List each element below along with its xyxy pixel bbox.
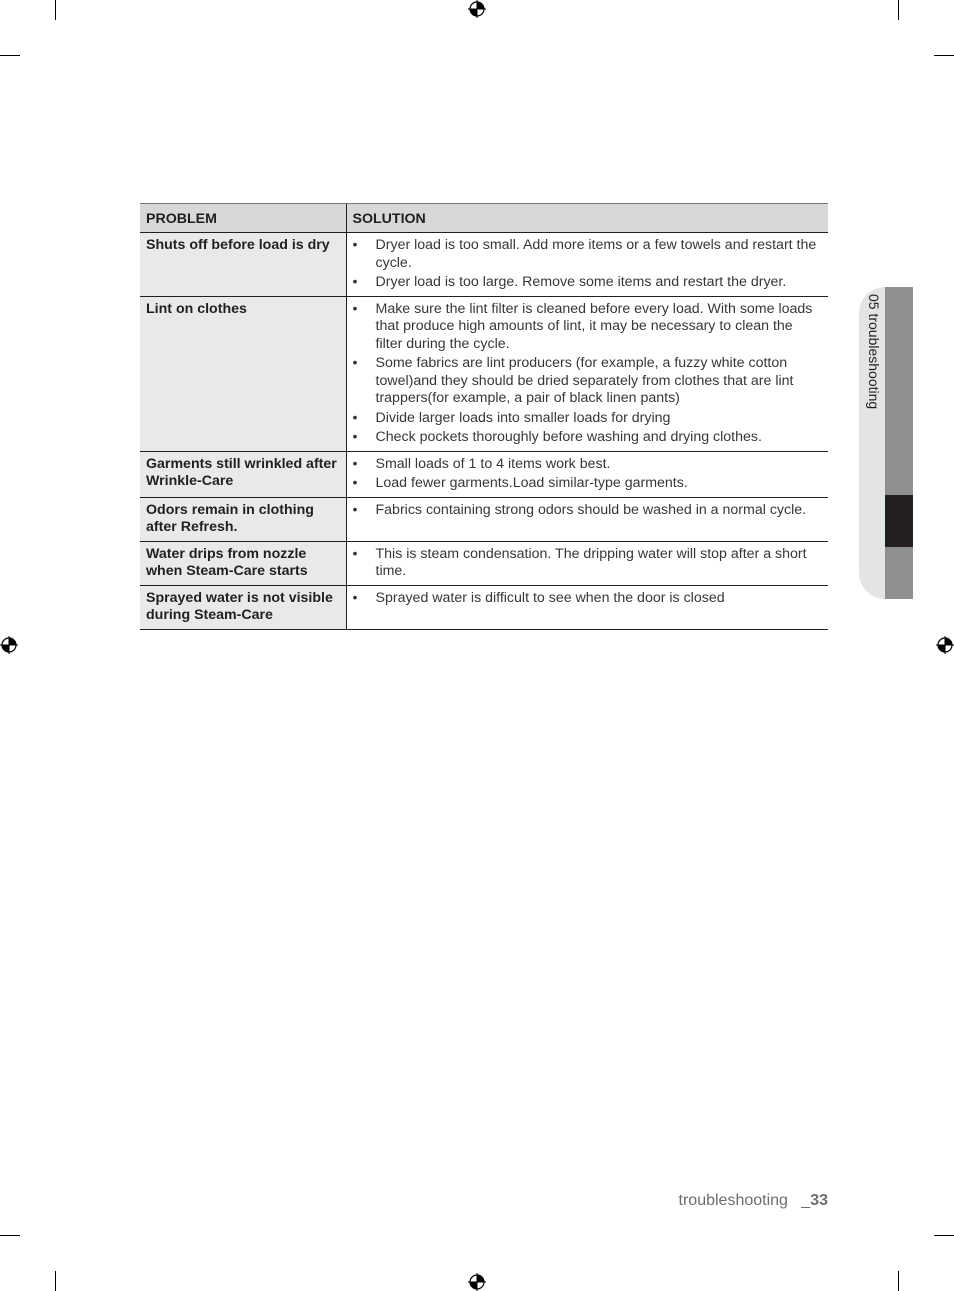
solution-text: Dryer load is too large. Remove some items and restart the dryer.: [375, 274, 787, 290]
solution-text: Divide larger loads into smaller loads for drying: [375, 409, 671, 426]
crop-mark: [55, 1271, 56, 1291]
table-row: [140, 233, 828, 297]
registration-mark-icon: [468, 1273, 486, 1291]
solution-cell: [346, 585, 828, 629]
chapter-tab-bar: [885, 547, 913, 599]
solution-item: [353, 546, 823, 581]
solution-item: [353, 429, 823, 447]
chapter-tab-active-marker: [885, 495, 913, 547]
solution-list: [353, 502, 823, 520]
solution-text: Sprayed water is difficult to see when the door is closed: [375, 589, 725, 606]
crop-mark: [55, 0, 56, 20]
problem-cell: Garments still wrinkled after Wrinkle-Care: [140, 451, 346, 497]
solution-cell: [346, 451, 828, 497]
solution-text: Small loads of 1 to 4 items work best.: [375, 455, 611, 472]
bullet-icon: •: [352, 355, 358, 371]
chapter-tab-bar: [885, 287, 913, 495]
problem-column-header: PROBLEM: [140, 204, 346, 233]
bullet-icon: •: [352, 409, 358, 426]
page-footer: [679, 1192, 828, 1210]
solution-list: [353, 301, 823, 447]
footer-section-name: troubleshooting: [678, 1192, 788, 1209]
solution-item: [353, 590, 823, 608]
solution-text: Fabrics containing strong odors should be washed in a normal cycle.: [375, 501, 807, 518]
solution-item: [353, 475, 823, 493]
troubleshooting-table-container: [140, 203, 828, 630]
bullet-icon: •: [352, 237, 358, 253]
table-row: [140, 451, 828, 497]
solution-text: Check pockets thoroughly before washing and drying clothes.: [375, 429, 762, 445]
solution-cell: [346, 541, 828, 585]
table-row: [140, 541, 828, 585]
table-header-row: [140, 204, 828, 233]
crop-mark: [934, 55, 954, 56]
registration-mark-icon: [936, 636, 954, 654]
crop-mark: [0, 1235, 20, 1236]
solution-item: [353, 274, 823, 292]
problem-cell: Lint on clothes: [140, 296, 346, 451]
registration-mark-icon: [468, 0, 486, 18]
table-row: [140, 497, 828, 541]
solution-text: Load fewer garments.Load similar-type garments.: [375, 475, 688, 491]
solution-list: [353, 590, 823, 608]
solution-list: [353, 456, 823, 493]
bullet-icon: •: [352, 429, 358, 445]
solution-list: [353, 546, 823, 581]
bullet-icon: •: [352, 274, 358, 290]
solution-text: Dryer load is too small. Add more items or a few towels and restart the cycle.: [375, 237, 817, 271]
bullet-icon: •: [352, 455, 358, 472]
bullet-icon: •: [352, 300, 358, 317]
page-number: 33: [810, 1192, 828, 1209]
problem-cell: Water drips from nozzle when Steam-Care starts: [140, 541, 346, 585]
table-body: [140, 233, 828, 630]
solution-item: [353, 355, 823, 408]
bullet-icon: •: [352, 501, 358, 518]
solution-cell: [346, 233, 828, 297]
solution-text: Some fabrics are lint producers (for example, a fuzzy white cotton towel)and they should be dried separately from clothes that are lint trappers(for example, a pair of black linen pants): [375, 355, 794, 406]
solution-item: [353, 237, 823, 272]
solution-text: Make sure the lint filter is cleaned before every load. With some loads that produce high amounts of lint, it may be necessary to clean the filter during the cycle.: [375, 300, 813, 352]
solution-column-header: SOLUTION: [346, 204, 828, 233]
solution-cell: [346, 497, 828, 541]
crop-mark: [934, 1235, 954, 1236]
footer-page-prefix: _: [801, 1192, 811, 1209]
troubleshooting-table: [140, 203, 828, 630]
bullet-icon: •: [352, 475, 358, 491]
solution-list: [353, 237, 823, 292]
crop-mark: [898, 0, 899, 20]
problem-cell: Shuts off before load is dry: [140, 233, 346, 297]
registration-mark-icon: [0, 636, 18, 654]
solution-item: [353, 410, 823, 428]
solution-text: This is steam condensation. The dripping water will stop after a short time.: [375, 545, 807, 579]
solution-item: [353, 502, 823, 520]
problem-cell: Odors remain in clothing after Refresh.: [140, 497, 346, 541]
problem-cell: Sprayed water is not visible during Steam-Care: [140, 585, 346, 629]
table-row: [140, 585, 828, 629]
table-row: [140, 296, 828, 451]
solution-cell: [346, 296, 828, 451]
solution-item: [353, 301, 823, 354]
chapter-tab-label: 05 troubleshooting: [866, 294, 882, 410]
bullet-icon: •: [352, 589, 358, 606]
bullet-icon: •: [352, 545, 358, 562]
solution-item: [353, 456, 823, 474]
crop-mark: [898, 1271, 899, 1291]
crop-mark: [0, 55, 20, 56]
